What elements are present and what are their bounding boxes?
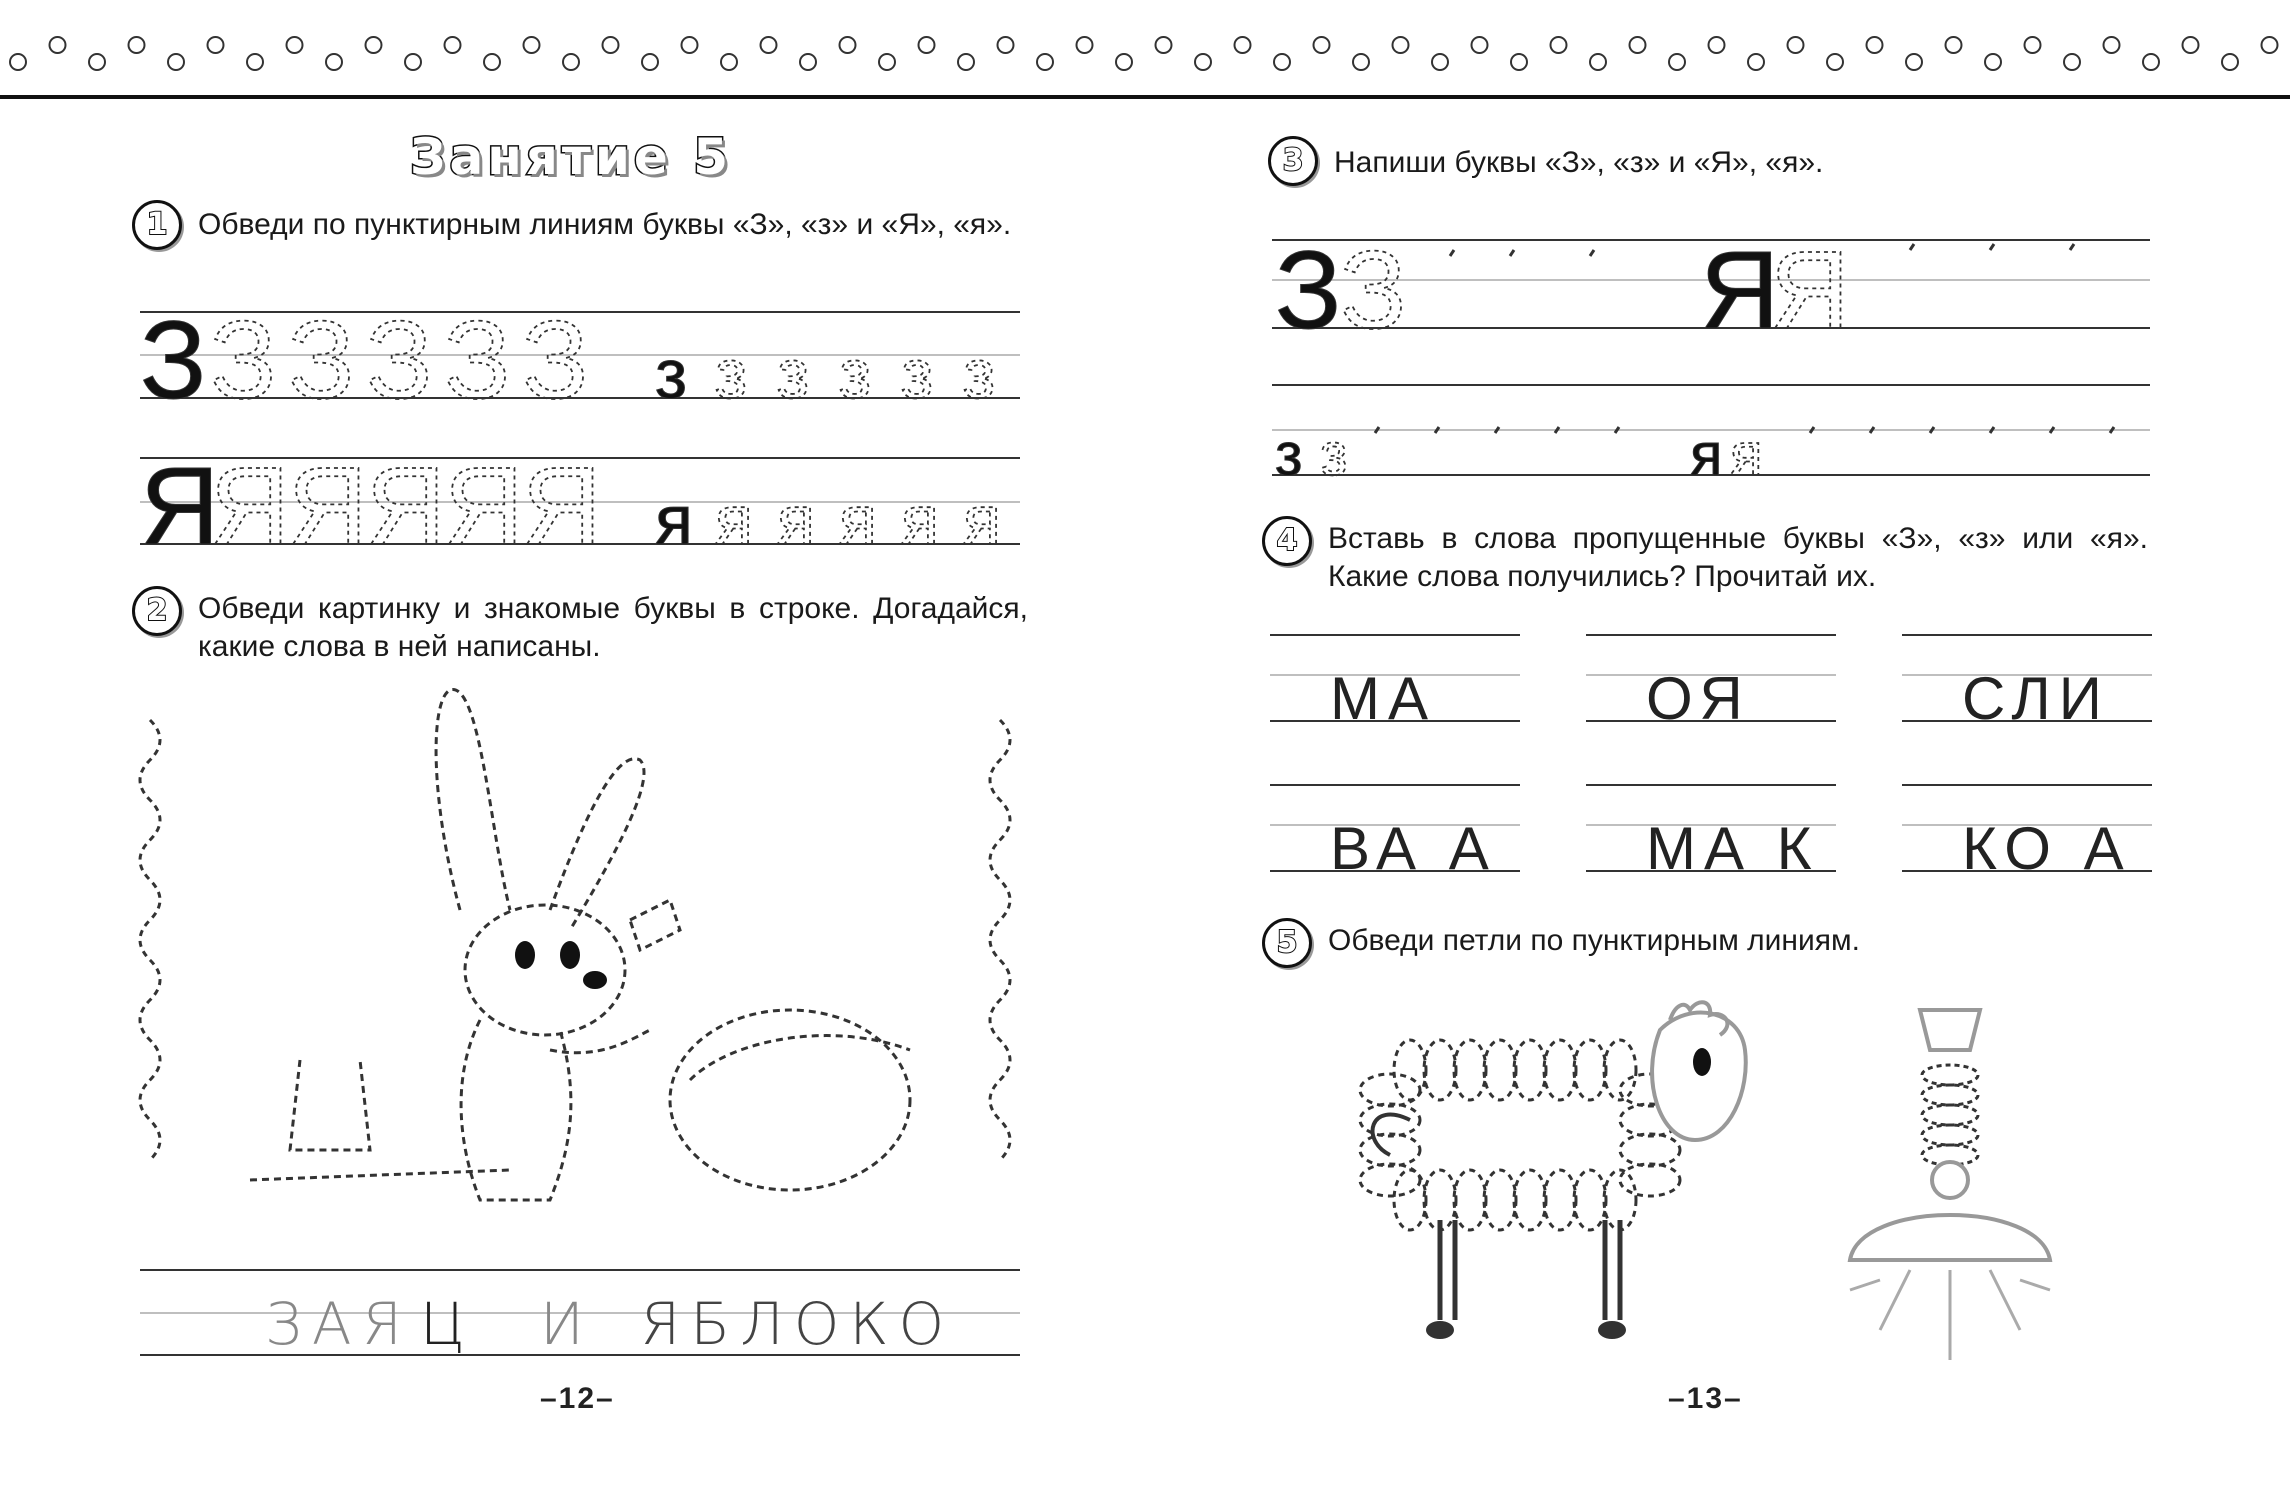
bead-icon xyxy=(2104,37,2120,53)
bead-icon xyxy=(840,37,856,53)
bead-icon xyxy=(642,54,658,70)
trace-capital-z-dashed: З xyxy=(366,300,433,422)
bead-icon xyxy=(1906,54,1922,70)
trace-capital-z-dashed: З xyxy=(288,300,355,422)
sentence-part-4: ЯБЛОКО xyxy=(640,1290,955,1358)
bead-icon xyxy=(919,37,935,53)
write-capital-ya: Я xyxy=(1700,230,1780,352)
trace-capital-z-dashed: З xyxy=(210,300,277,422)
bead-icon xyxy=(1156,37,1172,53)
task-5-number: 5 xyxy=(1262,918,1312,968)
bunny-picture xyxy=(130,680,1030,1240)
task-1-number: 1 xyxy=(132,200,182,250)
trace-capital-ya: Я xyxy=(140,445,220,560)
bead-icon xyxy=(1985,54,2001,70)
page-number-right: –13– xyxy=(1668,1382,1743,1415)
bead-icon xyxy=(366,37,382,53)
trace-capital-z-dashed: З xyxy=(522,300,589,422)
missing-letter-words xyxy=(1268,625,2158,885)
bead-icon xyxy=(761,37,777,53)
bead-icon xyxy=(603,37,619,53)
trace-rows-1 xyxy=(140,300,1030,560)
trace-small-z: з xyxy=(655,335,688,413)
bead-icon xyxy=(1630,37,1646,53)
trace-small-z-dashed: з xyxy=(901,335,934,413)
trace-capital-ya-dashed: Я xyxy=(210,445,290,560)
sentence-part-3: И xyxy=(540,1290,594,1358)
sheep-picture xyxy=(1340,990,1770,1370)
trace-small-ya-dashed: я xyxy=(777,481,815,559)
task-4-number: 4 xyxy=(1262,516,1312,566)
bead-icon xyxy=(1116,54,1132,70)
bead-icon xyxy=(1393,37,1409,53)
bead-icon xyxy=(1946,37,1962,53)
bead-icon xyxy=(208,37,224,53)
trace-small-ya: я xyxy=(655,481,693,559)
bead-icon xyxy=(1748,54,1764,70)
bead-icon xyxy=(1314,37,1330,53)
task-2-text: Обведи картинку и знакомые буквы в строке. Догадайся, какие слова в ней написаны. xyxy=(198,592,1028,663)
bead-icon xyxy=(1590,54,1606,70)
missing-letter-word: МА К xyxy=(1646,815,1820,882)
trace-small-ya-dashed: я xyxy=(839,481,877,559)
bead-icon xyxy=(682,37,698,53)
bead-icon xyxy=(721,54,737,70)
bead-icon xyxy=(10,54,26,70)
page-number-left: –12– xyxy=(540,1382,615,1415)
missing-letter-word: МА xyxy=(1330,665,1436,732)
missing-letter-word: ОЯ xyxy=(1646,665,1751,732)
trace-small-ya-dashed: я xyxy=(715,481,753,559)
bead-icon xyxy=(1353,54,1369,70)
bead-icon xyxy=(2064,54,2080,70)
sentence-part-2: Ц xyxy=(420,1290,476,1358)
write-small-ya: я xyxy=(1690,421,1723,480)
write-rows xyxy=(1270,230,2155,480)
trace-small-z-dashed: з xyxy=(715,335,748,413)
sentence-part-1: ЗАЯ xyxy=(265,1290,412,1358)
write-small-ya-dashed: я xyxy=(1730,421,1763,480)
bead-icon xyxy=(405,54,421,70)
bead-icon xyxy=(2262,37,2278,53)
bead-icon xyxy=(1274,54,1290,70)
write-small-z-dashed: з xyxy=(1320,421,1348,480)
bead-icon xyxy=(168,54,184,70)
bead-icon xyxy=(1235,37,1251,53)
task-2-number: 2 xyxy=(132,586,182,636)
top-rule xyxy=(0,95,2290,99)
bead-icon xyxy=(484,54,500,70)
trace-capital-z: З xyxy=(140,300,207,422)
bead-icon xyxy=(1432,54,1448,70)
bead-icon xyxy=(1511,54,1527,70)
trace-small-z-dashed: з xyxy=(839,335,872,413)
trace-small-z-dashed: з xyxy=(777,335,810,413)
bead-icon xyxy=(2183,37,2199,53)
bead-icon xyxy=(1195,54,1211,70)
trace-capital-ya-dashed: Я xyxy=(444,445,524,560)
trace-small-ya-dashed: я xyxy=(901,481,939,559)
bead-icon xyxy=(326,54,342,70)
bead-icon xyxy=(563,54,579,70)
trace-small-z-dashed: з xyxy=(963,335,996,413)
task-3-text: Напиши буквы «З», «з» и «Я», «я». xyxy=(1334,146,1824,179)
bead-icon xyxy=(1827,54,1843,70)
task-3-number: 3 xyxy=(1268,136,1318,186)
task-4-text: Вставь в слова пропущенные буквы «З», «з» или «я». Какие слова получились? Прочитай их. xyxy=(1328,522,2148,593)
bead-icon xyxy=(800,54,816,70)
lesson-title: Занятие 5 xyxy=(410,128,733,186)
write-capital-z-dashed: З xyxy=(1340,230,1407,352)
bead-icon xyxy=(89,54,105,70)
missing-letter-word: СЛИ xyxy=(1962,665,2110,732)
sheep-head-icon xyxy=(1652,1002,1746,1140)
bead-border xyxy=(0,0,2290,100)
lamp-picture xyxy=(1840,990,2060,1370)
bead-icon xyxy=(524,37,540,53)
bead-icon xyxy=(1788,37,1804,53)
bead-icon xyxy=(287,37,303,53)
bead-icon xyxy=(1037,54,1053,70)
trace-capital-z-dashed: З xyxy=(444,300,511,422)
bead-icon xyxy=(1867,37,1883,53)
trace-capital-ya-dashed: Я xyxy=(522,445,602,560)
missing-letter-word: КО А xyxy=(1962,815,2132,882)
write-capital-ya-dashed: Я xyxy=(1770,230,1850,352)
bead-icon xyxy=(445,37,461,53)
bead-icon xyxy=(129,37,145,53)
bead-icon xyxy=(1551,37,1567,53)
bead-icon xyxy=(2143,54,2159,70)
trace-capital-ya-dashed: Я xyxy=(366,445,446,560)
task-5-text: Обведи петли по пунктирным линиям. xyxy=(1328,924,1860,957)
trace-small-ya-dashed: я xyxy=(963,481,1001,559)
bead-icon xyxy=(247,54,263,70)
write-capital-z: З xyxy=(1275,230,1342,352)
trace-capital-ya-dashed: Я xyxy=(288,445,368,560)
bead-icon xyxy=(998,37,1014,53)
bead-icon xyxy=(1472,37,1488,53)
bead-icon xyxy=(50,37,66,53)
missing-letter-word: ВА А xyxy=(1330,815,1497,882)
write-small-z: з xyxy=(1275,421,1303,480)
bead-icon xyxy=(2222,54,2238,70)
bead-icon xyxy=(1077,37,1093,53)
task-1-text: Обведи по пунктирным линиям буквы «З», «з» и «Я», «я». xyxy=(198,208,1012,241)
bead-icon xyxy=(879,54,895,70)
bead-icon xyxy=(2025,37,2041,53)
bead-icon xyxy=(1709,37,1725,53)
bead-icon xyxy=(958,54,974,70)
bead-icon xyxy=(1669,54,1685,70)
